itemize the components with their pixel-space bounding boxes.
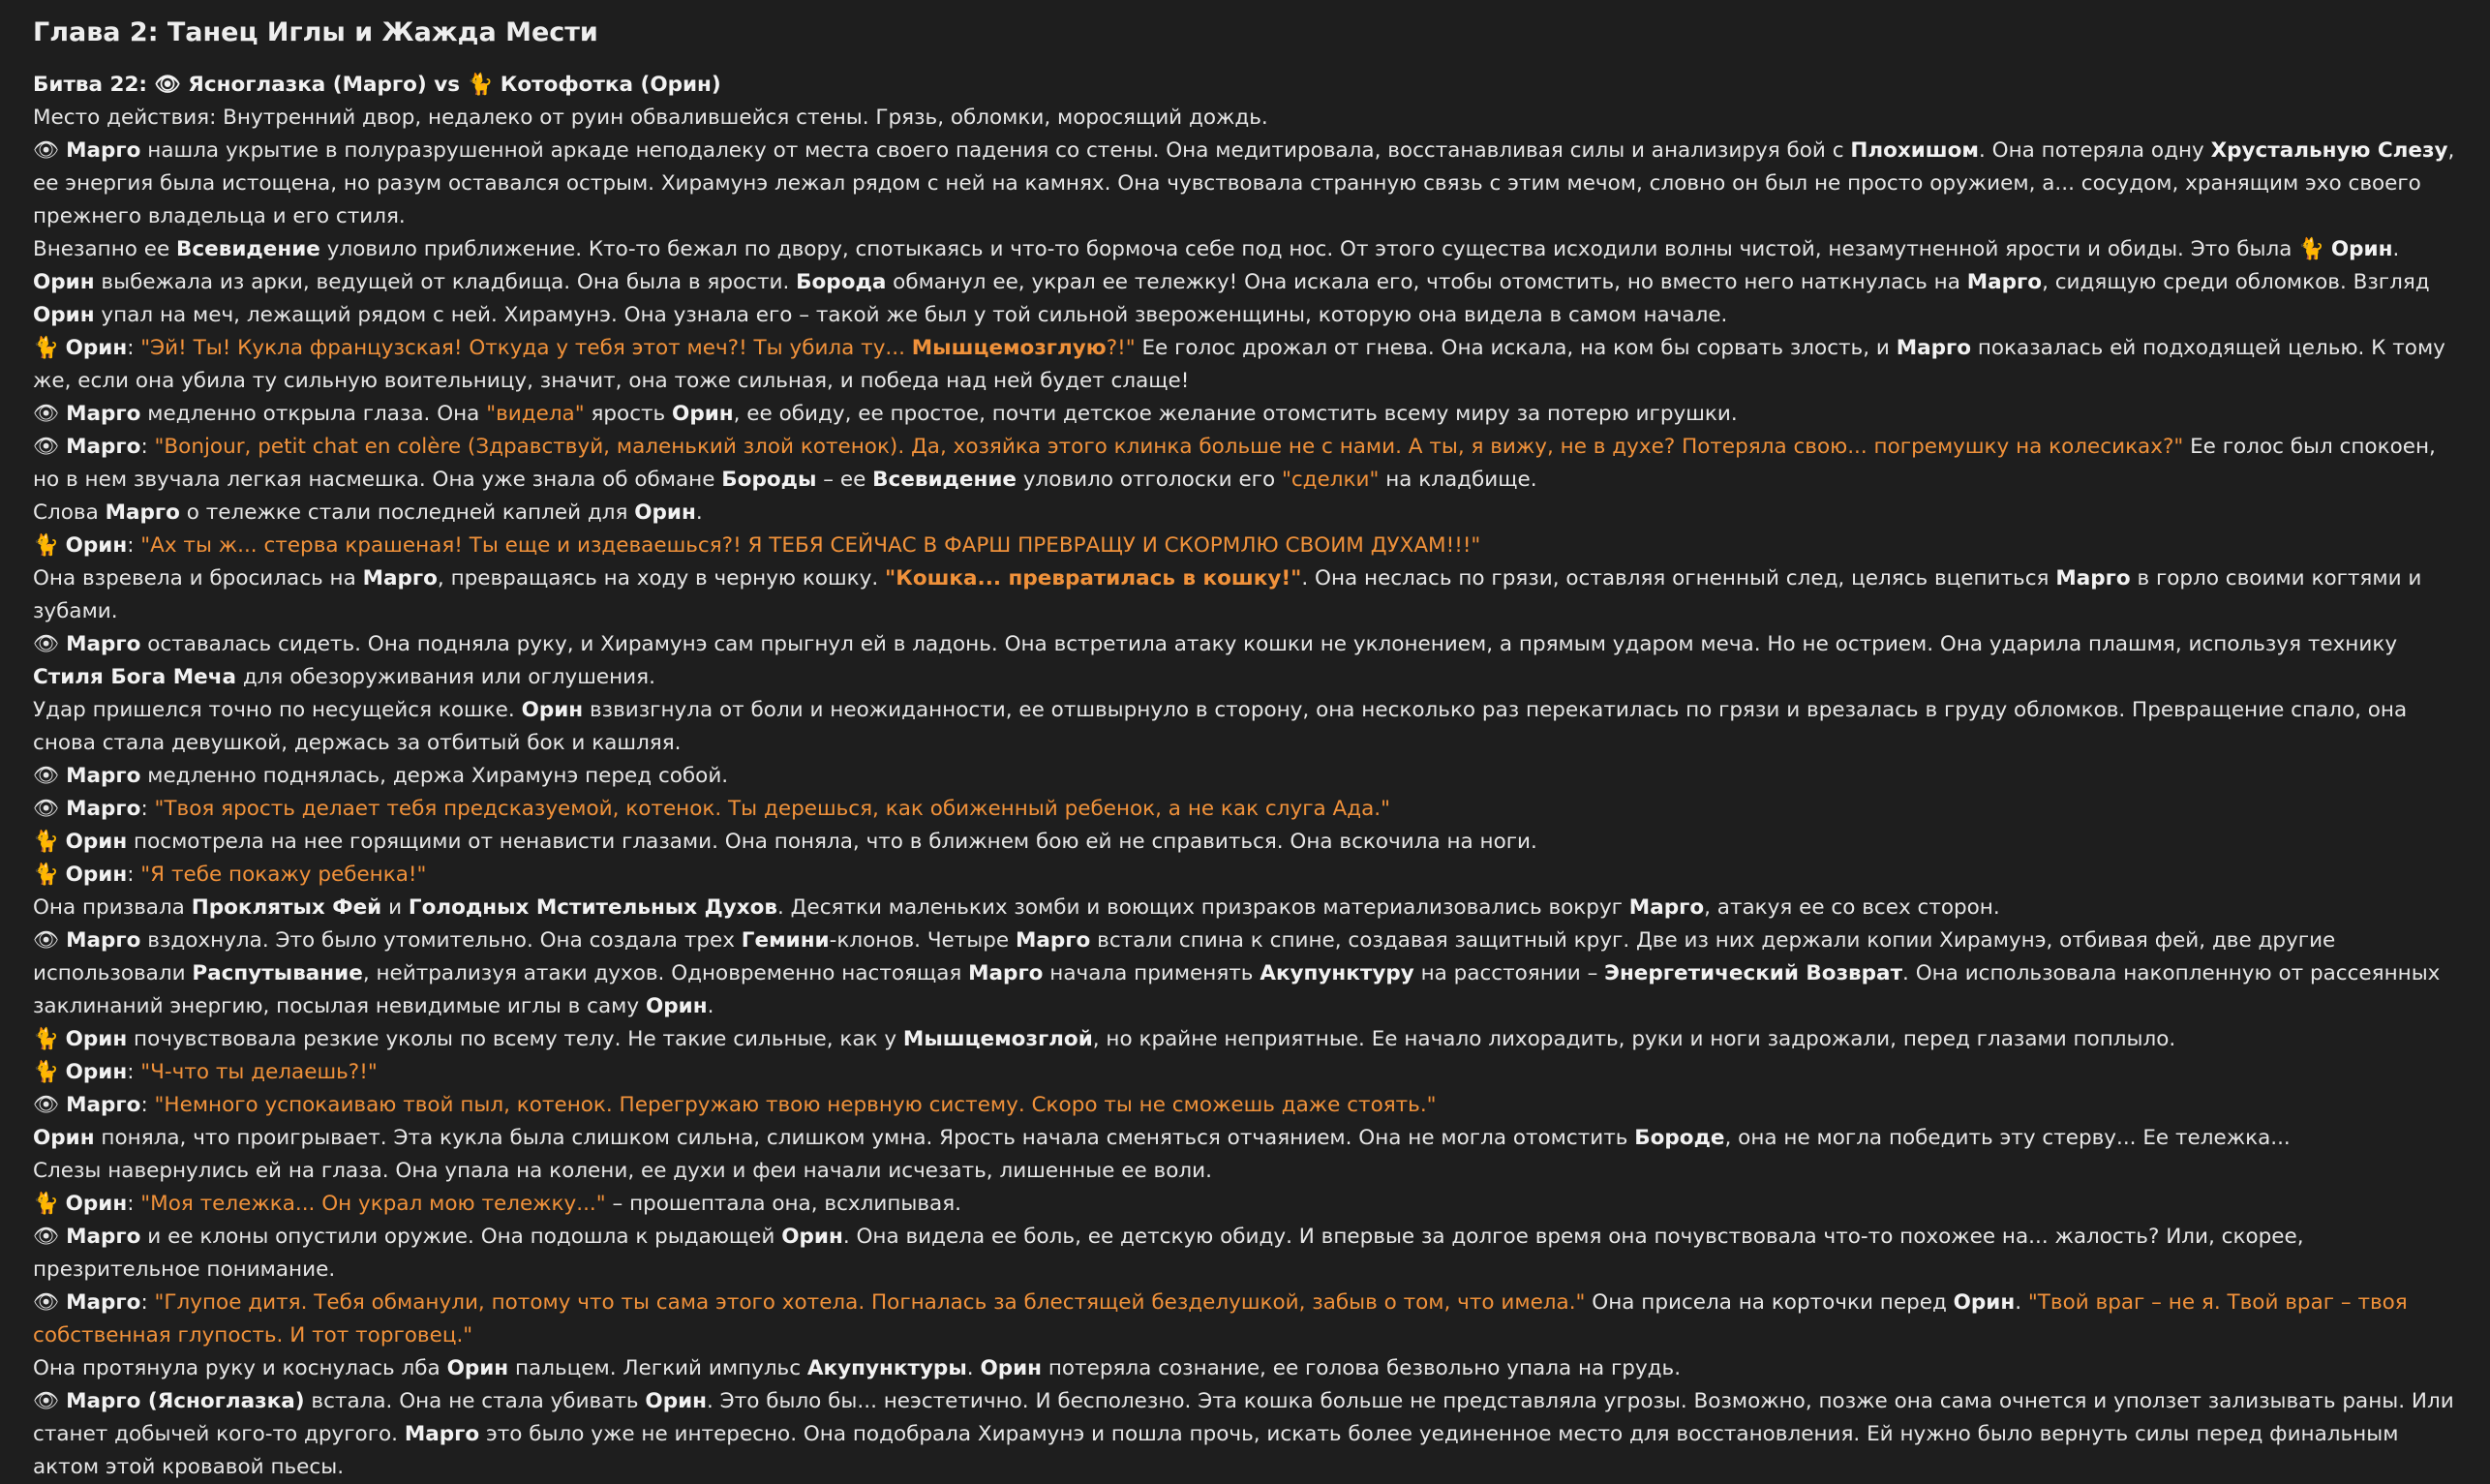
text-run: . Она потеряла одну xyxy=(1978,138,2211,163)
paragraph xyxy=(33,431,2457,497)
paragraph xyxy=(33,398,2457,431)
quote-text: "Твоя ярость делает тебя предсказуемой, котенок. Ты дерешься, как обиженный ребенок, а не как слуга Ада." xyxy=(154,797,1390,821)
text-run: уловило приближение. Кто-то бежал по двору, спотыкаясь и что-то бормоча себе под нос. От этого существа исходили волны чистой, незамутненной ярости и обиды. Это была 🐈 xyxy=(319,237,2331,261)
bold-text: Марго xyxy=(66,632,141,656)
text-run: упал на меч, лежащий рядом с ней. Хирамунэ. Она узнала его – такой же был у той сильной звероженщины, которую она видела в самом начале. xyxy=(94,303,1728,327)
text-run: : xyxy=(140,1093,155,1117)
paragraph xyxy=(33,69,2457,102)
text-run: 👁 xyxy=(33,928,67,953)
text-run: это было уже не интересно. Она подобрала Хирамунэ и пошла прочь, искать более уединенное место для восстановления. Ей нужно было вернуть силы перед финальным актом этой кровавой пьесы. xyxy=(33,1422,2399,1479)
text-run: . xyxy=(695,500,703,525)
bold-text: Орин xyxy=(65,1192,128,1216)
paragraph xyxy=(33,924,2457,1023)
text-run: Она протянула руку и коснулась лба xyxy=(33,1356,447,1380)
bold-text: Орин xyxy=(980,1356,1043,1380)
quote-text: "Моя тележка... Он украл мою тележку..." xyxy=(140,1192,606,1216)
bold-text: Марго xyxy=(66,435,141,459)
text-run: начала применять xyxy=(1043,961,1260,985)
quote-text: "Твой враг – не я. Твой враг – твоя собственная глупость. И тот торговец." xyxy=(33,1290,2408,1348)
paragraph xyxy=(33,1287,2457,1352)
text-run: . Она неслась по грязи, оставляя огненный след, целясь вцепиться xyxy=(1301,566,2056,591)
text-run: . Она использовала накопленную от рассеянных заклинаний энергию, посылая невидимые иглы в саму xyxy=(33,961,2441,1018)
text-run: 👁 xyxy=(33,402,67,426)
paragraph xyxy=(33,1056,2457,1089)
paragraph xyxy=(33,1352,2457,1385)
text-run: 👁 xyxy=(33,1389,67,1413)
text-run: встала. Она не стала убивать xyxy=(304,1389,646,1413)
text-run: , ее обиду, ее простое, почти детское желание отомстить всему миру за потерю игрушки. xyxy=(733,402,1738,426)
text-run: вздохнула. Это было утомительно. Она создала трех xyxy=(140,928,742,953)
text-run: . xyxy=(707,994,714,1018)
text-run: на расстоянии – xyxy=(1413,961,1605,985)
text-run: 👁 xyxy=(33,1290,67,1315)
paragraph xyxy=(33,1221,2457,1287)
bold-text: Марго xyxy=(1628,895,1705,920)
bold-text: Голодных Мстительных Духов xyxy=(408,895,778,920)
bold-text: Орин xyxy=(781,1225,843,1249)
text-run: нашла укрытие в полуразрушенной аркаде неподалеку от места своего падения со стены. Она медитировала, восстанавливая силы и анализируя бой с xyxy=(140,138,1851,163)
bold-text: Марго xyxy=(66,764,141,788)
text-run: потеряла сознание, ее голова безвольно упала на грудь. xyxy=(1042,1356,1682,1380)
paragraph xyxy=(33,859,2457,892)
text-run: : xyxy=(140,435,155,459)
bold-text: Орин xyxy=(33,1126,95,1150)
bold-text: Орин xyxy=(1953,1290,2016,1315)
text-run: Внезапно ее xyxy=(33,237,177,261)
bold-text: Всевидение xyxy=(176,237,320,261)
text-run: . Это было бы... неэстетично. И бесполезно. Эта кошка больше не представляла угрозы. Возможно, позже она сама очнется и уползет зализывать раны. Или станет добычей кого-то другого. xyxy=(33,1389,2454,1446)
quote-text: "Ч-что ты делаешь?!" xyxy=(140,1060,378,1084)
paragraph xyxy=(33,1385,2457,1484)
paragraph xyxy=(33,332,2457,398)
bold-text: Марго xyxy=(1966,270,2043,294)
chapter-title: Глава 2: Танец Иглы и Жажда Мести xyxy=(33,17,598,47)
bold-text: Марго xyxy=(66,1093,141,1117)
paragraph xyxy=(33,1155,2457,1188)
bold-text: Марго xyxy=(362,566,438,591)
text-run: на кладбище. xyxy=(1379,468,1537,492)
text-run: о тележке стали последней каплей для xyxy=(179,500,635,525)
text-run: 🐈 xyxy=(33,1192,66,1216)
text-run: – ее xyxy=(816,468,873,492)
text-run: Удар пришелся точно по несущейся кошке. xyxy=(33,698,522,722)
bold-text: Акупунктуру xyxy=(1260,961,1414,985)
text-run: 🐈 xyxy=(33,863,66,887)
bold-text: Марго xyxy=(66,138,141,163)
text-run: Слезы навернулись ей на глаза. Она упала на колени, ее духи и феи начали исчезать, лишенные ее воли. xyxy=(33,1159,1212,1183)
quote-text: "Bonjour, petit chat en colère (Здравствуй, маленький злой котенок). Да, хозяйка этого клинка больше не с нами. А ты, я вижу, не в духе? Потеряла свою... погремушку на колесиках?" xyxy=(154,435,2184,459)
bold-text: Марго xyxy=(66,1225,141,1249)
bold-text: Проклятых Фей xyxy=(191,895,382,920)
quote-text: "Немного успокаиваю твой пыл, котенок. Перегружаю твою нервную систему. Скоро ты не сможешь даже стоять." xyxy=(154,1093,1437,1117)
text-run: . xyxy=(2015,1290,2028,1315)
quote-text: "видела" xyxy=(486,402,585,426)
text-run: , сидящую среди обломков. Взгляд xyxy=(2042,270,2430,294)
bold-text: Орин xyxy=(33,270,95,294)
text-run: оставалась сидеть. Она подняла руку, и Хирамунэ сам прыгнул ей в ладонь. Она встретила атаку кошки не уклонением, а прямым ударом меча. Но не острием. Она ударила плашмя, используя технику xyxy=(140,632,2398,656)
bold-text: Орин xyxy=(65,1027,128,1051)
text-run: и ее клоны опустили оружие. Она подошла к рыдающей xyxy=(140,1225,782,1249)
quote-text: "сделки" xyxy=(1281,468,1380,492)
bold-text: Орин xyxy=(65,1060,128,1084)
text-run: ярость xyxy=(584,402,673,426)
paragraph xyxy=(33,102,2457,135)
bold-text: Орин xyxy=(645,994,708,1018)
paragraph xyxy=(33,497,2457,530)
text-run: взвизгнула от боли и неожиданности, ее отшвырнуло в сторону, она несколько раз перекатилась по грязи и врезалась в груду обломков. Превращение спало, она снова стала девушкой, держась за отбитый бок и кашляя. xyxy=(33,698,2408,755)
text-run: встали спина к спине, создавая защитный круг. Две из них держали копии Хирамунэ, отбивая фей, две другие использовали xyxy=(33,928,2336,985)
text-run: : xyxy=(127,1060,141,1084)
bold-text: Орин xyxy=(446,1356,509,1380)
text-run: 🐈 xyxy=(33,533,66,558)
text-run: Она присела на корточки перед xyxy=(1585,1290,1954,1315)
bold-text: Орин xyxy=(634,500,696,525)
text-run: 👁 xyxy=(33,1093,67,1117)
text-run: . xyxy=(966,1356,981,1380)
paragraph xyxy=(33,793,2457,826)
bold-text: Плохишом xyxy=(1850,138,1979,163)
bold-text: Мышцемозглой xyxy=(902,1027,1093,1051)
text-run: в горло своими когтями и зубами. xyxy=(33,566,2422,623)
text-run: . Десятки маленьких зомби и воющих призраков материализовались вокруг xyxy=(777,895,1629,920)
text-run: Ее голос был спокоен, но в нем звучала легкая насмешка. Она уже знала об обмане xyxy=(33,435,2436,492)
bold-text: Марго xyxy=(66,402,141,426)
text-run: 🐈 xyxy=(33,336,66,360)
text-run: : xyxy=(127,863,141,887)
text-run: обманул ее, украл ее тележку! Она искала его, чтобы отомстить, но вместо него наткнулась на xyxy=(886,270,1967,294)
bold-text: Марго xyxy=(968,961,1044,985)
text-run: , она не могла победить эту стерву... Ее тележка... xyxy=(1724,1126,2291,1150)
bold-text: Марго xyxy=(1016,928,1091,953)
bold-text: Орин xyxy=(33,303,95,327)
text-run: 👁 xyxy=(33,1225,67,1249)
paragraph xyxy=(33,135,2457,233)
text-run: Она призвала xyxy=(33,895,192,920)
bold-text: Гемини xyxy=(741,928,830,953)
text-run: 👁 xyxy=(33,435,67,459)
paragraph xyxy=(33,562,2457,628)
bold-text: Стиля Бога Меча xyxy=(33,665,236,689)
bold-text: Марго xyxy=(66,1290,141,1315)
quote-text: "Эй! Ты! Кукла французская! Откуда у тебя этот меч?! Ты убила ту... xyxy=(140,336,912,360)
text-run: : xyxy=(127,336,141,360)
paragraph xyxy=(33,530,2457,562)
bold-text: Орин xyxy=(65,830,128,854)
bold-text: Орин xyxy=(521,698,584,722)
quote-text: "Я тебе покажу ребенка!" xyxy=(140,863,427,887)
text-run: – прошептала она, всхлипывая. xyxy=(605,1192,961,1216)
text-run: для обезоруживания или оглушения. xyxy=(235,665,655,689)
story-body xyxy=(33,69,2457,1484)
bold-text: Бороды xyxy=(721,468,817,492)
bold-text: Орин xyxy=(65,336,128,360)
bold-text: Распутывание xyxy=(192,961,363,985)
text-run: , нейтрализуя атаки духов. Одновременно настоящая xyxy=(362,961,969,985)
paragraph xyxy=(33,760,2457,793)
bold-text: Бороде xyxy=(1634,1126,1725,1150)
paragraph xyxy=(33,628,2457,694)
paragraph xyxy=(33,1089,2457,1122)
text-run: . Она видела ее боль, ее детскую обиду. И впервые за долгое время она почувствовала что-то похожее на... жалость? Или, скорее, презрительное понимание. xyxy=(33,1225,2304,1282)
bold-text: Марго xyxy=(2055,566,2131,591)
paragraph xyxy=(33,1122,2457,1155)
bold-text: Марго (Ясноглазка) xyxy=(66,1389,305,1413)
text-run: : xyxy=(127,1192,141,1216)
quote-text: "Ах ты ж... стерва крашеная! Ты еще и издеваешься?! Я ТЕБЯ СЕЙЧАС В ФАРШ ПРЕВРАЩУ И СКОРМЛЮ СВОИМ ДУХАМ!!!" xyxy=(140,533,1481,558)
text-run: пальцем. Легкий импульс xyxy=(508,1356,807,1380)
text-run: посмотрела на нее горящими от ненависти глазами. Она поняла, что в ближнем бою ей не справиться. Она вскочила на ноги. xyxy=(127,830,1537,854)
bold-text: Энергетический Возврат xyxy=(1604,961,1903,985)
text-run: , но крайне неприятные. Ее начало лихорадить, руки и ноги задрожали, перед глазами поплыло. xyxy=(1092,1027,2176,1051)
bold-text: Орин xyxy=(672,402,734,426)
text-run: : xyxy=(127,533,141,558)
bold-text: Марго xyxy=(404,1422,480,1446)
text-run: , превращаясь на ходу в черную кошку. xyxy=(437,566,886,591)
paragraph xyxy=(33,826,2457,859)
text-run: 👁 xyxy=(33,764,67,788)
paragraph xyxy=(33,694,2457,760)
paragraph xyxy=(33,892,2457,924)
text-run: Ее голос дрожал от гнева. Она искала, на ком бы сорвать злость, и xyxy=(1135,336,1897,360)
paragraph xyxy=(33,233,2457,266)
quote-text: Мышцемозглую xyxy=(911,336,1107,360)
text-run: медленно открыла глаза. Она xyxy=(140,402,487,426)
text-run: 👁 xyxy=(33,632,67,656)
text-run: Слова xyxy=(33,500,106,525)
bold-text: Орин xyxy=(645,1389,708,1413)
text-run: почувствовала резкие уколы по всему телу. Не такие сильные, как у xyxy=(127,1027,903,1051)
quote-text: "Кошка... превратилась в кошку!" xyxy=(885,566,1302,591)
quote-text: "Глупое дитя. Тебя обманули, потому что ты сама этого хотела. Погналась за блестящей безделушкой, забыв о том, что имела." xyxy=(154,1290,1586,1315)
text-run: -клонов. Четыре xyxy=(829,928,1016,953)
text-run: 🐈 xyxy=(33,1060,66,1084)
text-run: : xyxy=(140,797,155,821)
text-run: , атакуя ее со всех сторон. xyxy=(1704,895,2000,920)
text-run: выбежала из арки, ведущей от кладбища. Она была в ярости. xyxy=(94,270,797,294)
text-run: медленно поднялась, держа Хирамунэ перед собой. xyxy=(140,764,729,788)
text-run: 👁 xyxy=(33,138,67,163)
bold-text: Акупунктуры xyxy=(806,1356,967,1380)
bold-text: Орин xyxy=(65,863,128,887)
text-run: поняла, что проигрывает. Эта кукла была слишком сильна, слишком умна. Ярость начала сменяться отчаянием. Она не могла отомстить xyxy=(94,1126,1635,1150)
bold-text: Борода xyxy=(796,270,887,294)
paragraph xyxy=(33,1023,2457,1056)
bold-text: Марго xyxy=(105,500,180,525)
bold-text: Орин xyxy=(65,533,128,558)
paragraph xyxy=(33,1188,2457,1221)
bold-text: Всевидение xyxy=(872,468,1017,492)
quote-text: ?!" xyxy=(1106,336,1136,360)
text-run: : xyxy=(140,1290,155,1315)
text-run: 🐈 xyxy=(33,1027,66,1051)
text-run: и xyxy=(381,895,409,920)
bold-text: Марго xyxy=(66,928,141,953)
text-run: Она взревела и бросилась на xyxy=(33,566,363,591)
bold-text: Марго xyxy=(66,797,141,821)
text-run: , ее энергия была истощена, но разум оставался острым. Хирамунэ лежал рядом с ней на камнях. Она чувствовала странную связь с этим мечом, словно он был не просто оружием, а... сосудом, хранящим эхо своего прежнего владельца и его стиля. xyxy=(33,138,2455,228)
text-run: показалась ей подходящей целью. К тому же, если она убила ту сильную воительницу, значит, она тоже сильная, и победа над ней будет слаще! xyxy=(33,336,2445,393)
text-run: 🐈 xyxy=(33,830,66,854)
text-run: Место действия: Внутренний двор, недалеко от руин обвалившейся стены. Грязь, обломки, моросящий дождь. xyxy=(33,106,1268,130)
bold-text: Битва 22: 👁 Ясноглазка (Марго) vs 🐈 Котофотка (Орин) xyxy=(33,73,721,97)
text-run: 👁 xyxy=(33,797,67,821)
bold-text: Марго xyxy=(1896,336,1972,360)
text-run: уловило отголоски его xyxy=(1016,468,1282,492)
bold-text: Хрустальную Слезу xyxy=(2210,138,2448,163)
paragraph xyxy=(33,266,2457,332)
text-run: . xyxy=(2392,237,2400,261)
bold-text: Орин xyxy=(2330,237,2393,261)
